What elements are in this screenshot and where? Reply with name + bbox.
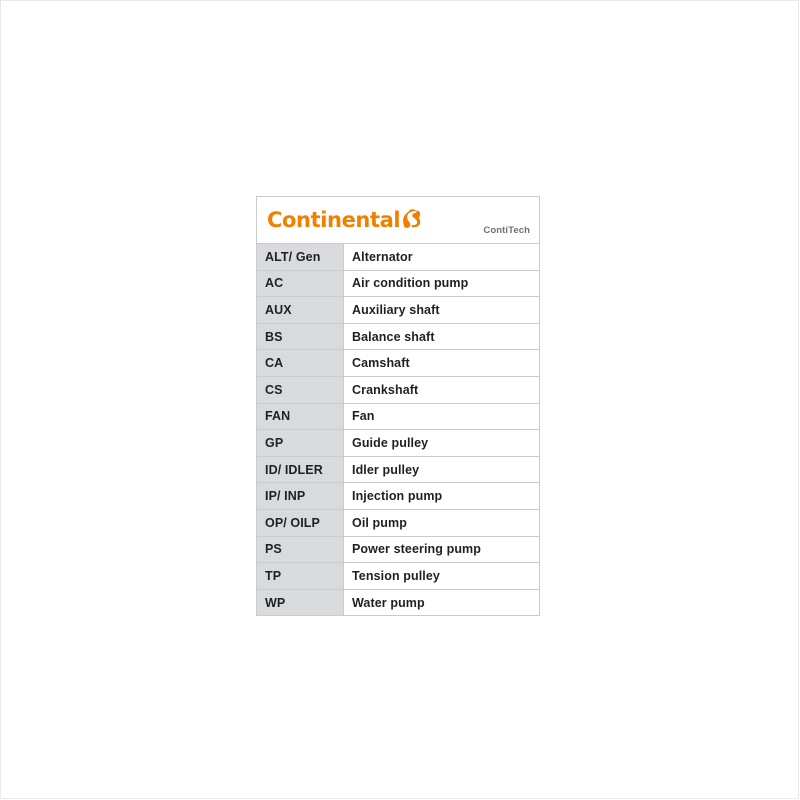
table-row	[257, 350, 540, 377]
description-cell: Guide pulley	[344, 430, 540, 457]
code-cell: OP/ OILP	[257, 509, 344, 536]
code-cell: TP	[257, 563, 344, 590]
table-row	[257, 536, 540, 563]
table-row	[257, 270, 540, 297]
continental-logo	[267, 209, 423, 231]
table-row	[257, 376, 540, 403]
description-cell: Injection pump	[344, 483, 540, 510]
table-row	[257, 589, 540, 616]
description-cell: Camshaft	[344, 350, 540, 377]
description-cell: Idler pulley	[344, 456, 540, 483]
sub-brand-label: ContiTech	[483, 225, 530, 236]
description-cell: Fan	[344, 403, 540, 430]
description-cell: Balance shaft	[344, 323, 540, 350]
brand-header	[256, 196, 540, 243]
description-cell: Auxiliary shaft	[344, 297, 540, 324]
code-cell: IP/ INP	[257, 483, 344, 510]
code-cell: AC	[257, 270, 344, 297]
code-cell: CS	[257, 376, 344, 403]
table-row	[257, 509, 540, 536]
code-cell: CA	[257, 350, 344, 377]
code-cell: AUX	[257, 297, 344, 324]
code-cell: ALT/ Gen	[257, 244, 344, 271]
description-cell: Tension pulley	[344, 563, 540, 590]
code-cell: BS	[257, 323, 344, 350]
abbreviation-table	[256, 243, 540, 616]
code-cell: GP	[257, 430, 344, 457]
description-cell: Alternator	[344, 244, 540, 271]
code-cell: PS	[257, 536, 344, 563]
description-cell: Power steering pump	[344, 536, 540, 563]
code-cell: ID/ IDLER	[257, 456, 344, 483]
table-row	[257, 297, 540, 324]
table-row	[257, 563, 540, 590]
table-row	[257, 403, 540, 430]
abbreviation-legend-sheet	[256, 196, 540, 616]
code-cell: FAN	[257, 403, 344, 430]
table-body	[257, 244, 540, 616]
table-row	[257, 323, 540, 350]
table-row	[257, 483, 540, 510]
continental-horse-icon	[403, 209, 423, 231]
brand-wordmark: Continental	[267, 207, 401, 232]
table-row	[257, 430, 540, 457]
description-cell: Oil pump	[344, 509, 540, 536]
code-cell: WP	[257, 589, 344, 616]
description-cell: Crankshaft	[344, 376, 540, 403]
table-row	[257, 456, 540, 483]
description-cell: Water pump	[344, 589, 540, 616]
table-row	[257, 244, 540, 271]
description-cell: Air condition pump	[344, 270, 540, 297]
